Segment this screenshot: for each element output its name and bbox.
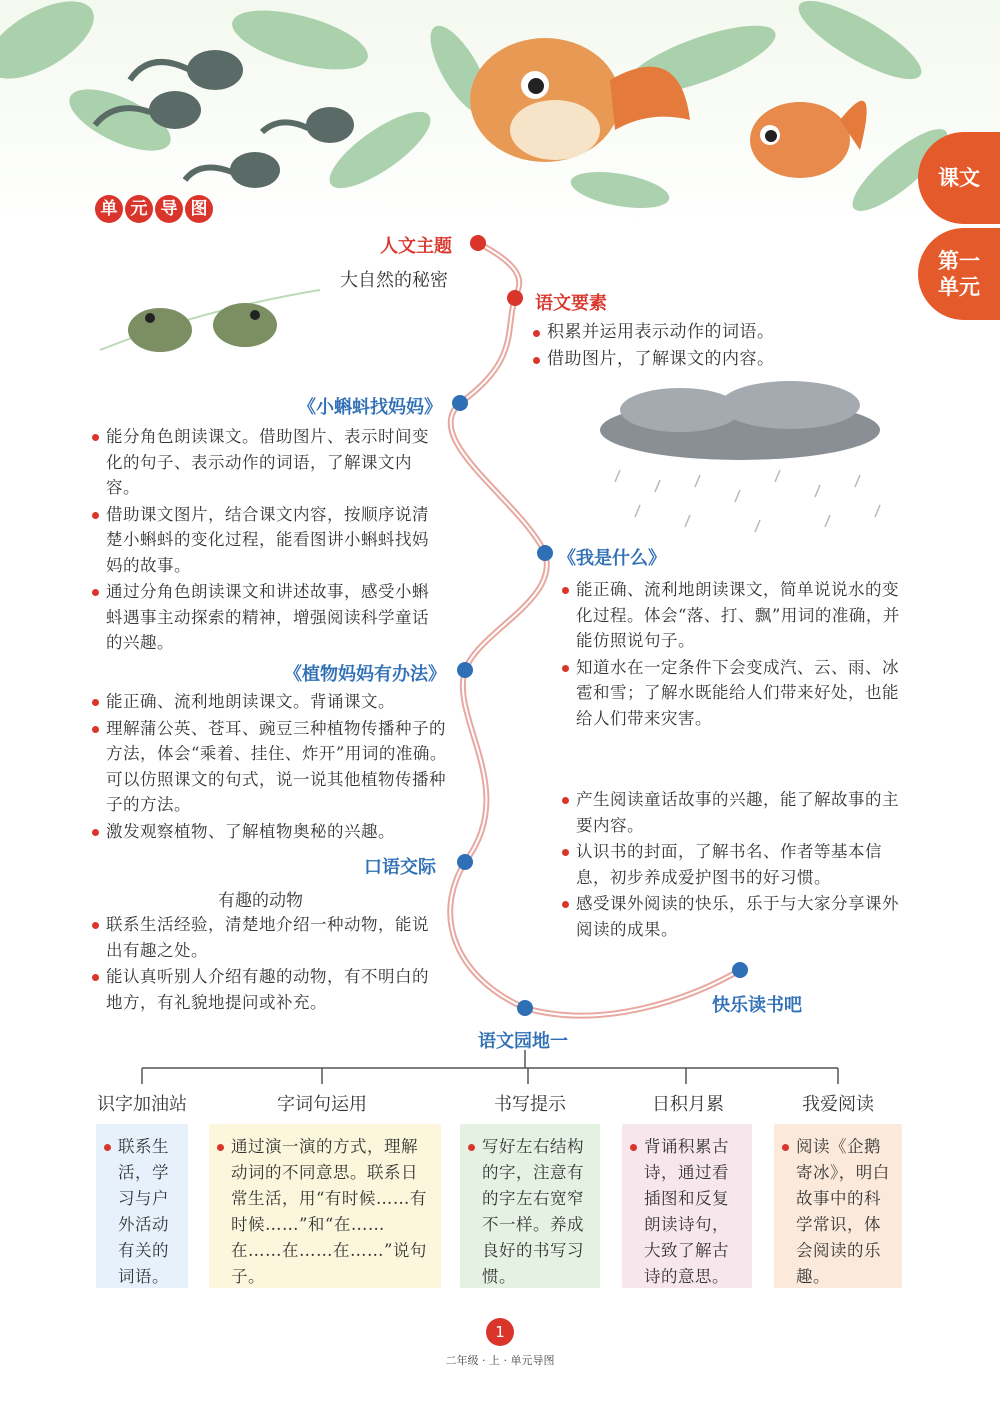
node-reading <box>732 962 748 978</box>
lesson1-title[interactable]: 《小蝌蚪找妈妈》 <box>298 397 442 418</box>
garden-label[interactable]: 语文园地一 <box>478 1031 568 1052</box>
lesson3-title[interactable]: 《植物妈妈有办法》 <box>284 664 446 685</box>
garden-box-ciju <box>209 1124 441 1288</box>
node-lesson1 <box>452 395 468 411</box>
badge-char: 导 <box>155 195 183 223</box>
node-elements <box>507 290 523 306</box>
page-number: 1 <box>486 1318 514 1346</box>
list-item: 通过分角色朗读课文和讲述故事，感受小蝌蚪遇事主动探索的精神，增强阅读科学童话的兴趣。 <box>92 579 444 656</box>
list-item: 产生阅读童话故事的兴趣，能了解故事的主要内容。 <box>562 787 910 838</box>
list-item: 能正确、流利地朗读课文，简单说说水的变化过程。体会“落、打、飘”用词的准确，并能仿照说句子。 <box>562 577 910 654</box>
garden-section-title: 字词句运用 <box>277 1094 367 1115</box>
theme-label: 人文主题 <box>380 236 452 257</box>
list-item: 能分角色朗读课文。借助图片、表示时间变化的句子、表示动作的词语，了解课文内容。 <box>92 424 444 501</box>
list-item: 借助课文图片，结合课文内容，按顺序说清楚小蝌蚪的变化过程，能看图讲小蝌蚪找妈妈的故事。 <box>92 502 444 579</box>
garden-section-title: 书写提示 <box>494 1094 566 1115</box>
reading-list <box>562 787 910 943</box>
garden-box-riji <box>622 1124 752 1288</box>
list-item: 写好左右结构的字，注意有的字左右宽窄不一样。养成良好的书写习惯。 <box>468 1134 590 1290</box>
reading-label[interactable]: 快乐读书吧 <box>712 995 802 1016</box>
garden-box-shizi <box>96 1124 188 1288</box>
lesson2-list <box>562 577 910 732</box>
list-item: 背诵积累古诗，通过看插图和反复朗读诗句，大致了解古诗的意思。 <box>630 1134 742 1290</box>
badge-char: 单 <box>95 195 123 223</box>
frog-illustration <box>100 290 320 352</box>
list-item: 知道水在一定条件下会变成汽、云、雨、冰雹和雪；了解水既能给人们带来好处，也能给人们带来灾害。 <box>562 655 910 732</box>
tab-unit-line1: 第一 <box>938 249 980 273</box>
elements-label: 语文要素 <box>535 293 607 314</box>
list-item: 借助图片，了解课文的内容。 <box>533 347 833 373</box>
garden-connector <box>0 1050 1000 1090</box>
elements-list <box>533 320 833 373</box>
list-item: 联系生活经验，清楚地介绍一种动物，能说出有趣之处。 <box>92 912 444 963</box>
node-lesson3 <box>457 662 473 678</box>
theme-text: 大自然的秘密 <box>340 270 448 291</box>
garden-section-title: 日积月累 <box>652 1094 724 1115</box>
node-garden <box>517 1000 533 1016</box>
garden-section-title: 识字加油站 <box>97 1094 187 1115</box>
lesson1-list <box>92 424 444 657</box>
garden-section-title: 我爱阅读 <box>802 1094 874 1115</box>
badge-char: 元 <box>125 195 153 223</box>
lesson3-list <box>92 689 452 845</box>
list-item: 激发观察植物、了解植物奥秘的兴趣。 <box>92 819 452 845</box>
garden-box-shuxie <box>460 1124 600 1288</box>
lesson2-title[interactable]: 《我是什么》 <box>558 548 666 569</box>
badge-char: 图 <box>185 195 213 223</box>
list-item: 能正确、流利地朗读课文。背诵课文。 <box>92 689 452 715</box>
oral-label[interactable]: 口语交际 <box>364 857 436 878</box>
list-item: 理解蒲公英、苍耳、豌豆三种植物传播种子的方法，体会“乘着、挂住、炸开”用词的准确。可以仿照课文的句式，说一说其他植物传播种子的方法。 <box>92 716 452 818</box>
list-item: 能认真听别人介绍有趣的动物，有不明白的地方，有礼貌地提问或补充。 <box>92 964 444 1015</box>
list-item: 通过演一演的方式，理解动词的不同意思。联系日常生活，用“有时候……有时候……”和“在……在……在……在……”说句子。 <box>217 1134 431 1290</box>
list-item: 积累并运用表示动作的词语。 <box>533 320 833 346</box>
node-theme <box>470 235 486 251</box>
oral-subtitle: 有趣的动物 <box>218 891 303 911</box>
footer-text: 二年级 · 上 · 单元导图 <box>445 1354 555 1367</box>
oral-list <box>92 912 444 1016</box>
list-item: 认识书的封面，了解书名、作者等基本信息，初步养成爱护图书的好习惯。 <box>562 839 910 890</box>
tab-kewen-label: 课文 <box>938 166 980 190</box>
list-item: 联系生活，学习与户外活动有关的词语。 <box>104 1134 178 1290</box>
tab-unit-line2: 单元 <box>938 275 980 299</box>
node-oral <box>457 854 473 870</box>
list-item: 感受课外阅读的快乐，乐于与大家分享课外阅读的成果。 <box>562 891 910 942</box>
garden-box-yuedu <box>774 1124 902 1288</box>
node-lesson2 <box>537 545 553 561</box>
rain-cloud-illustration <box>600 381 880 532</box>
list-item: 阅读《企鹅寄冰》，明白故事中的科学常识，体会阅读的乐趣。 <box>782 1134 892 1290</box>
